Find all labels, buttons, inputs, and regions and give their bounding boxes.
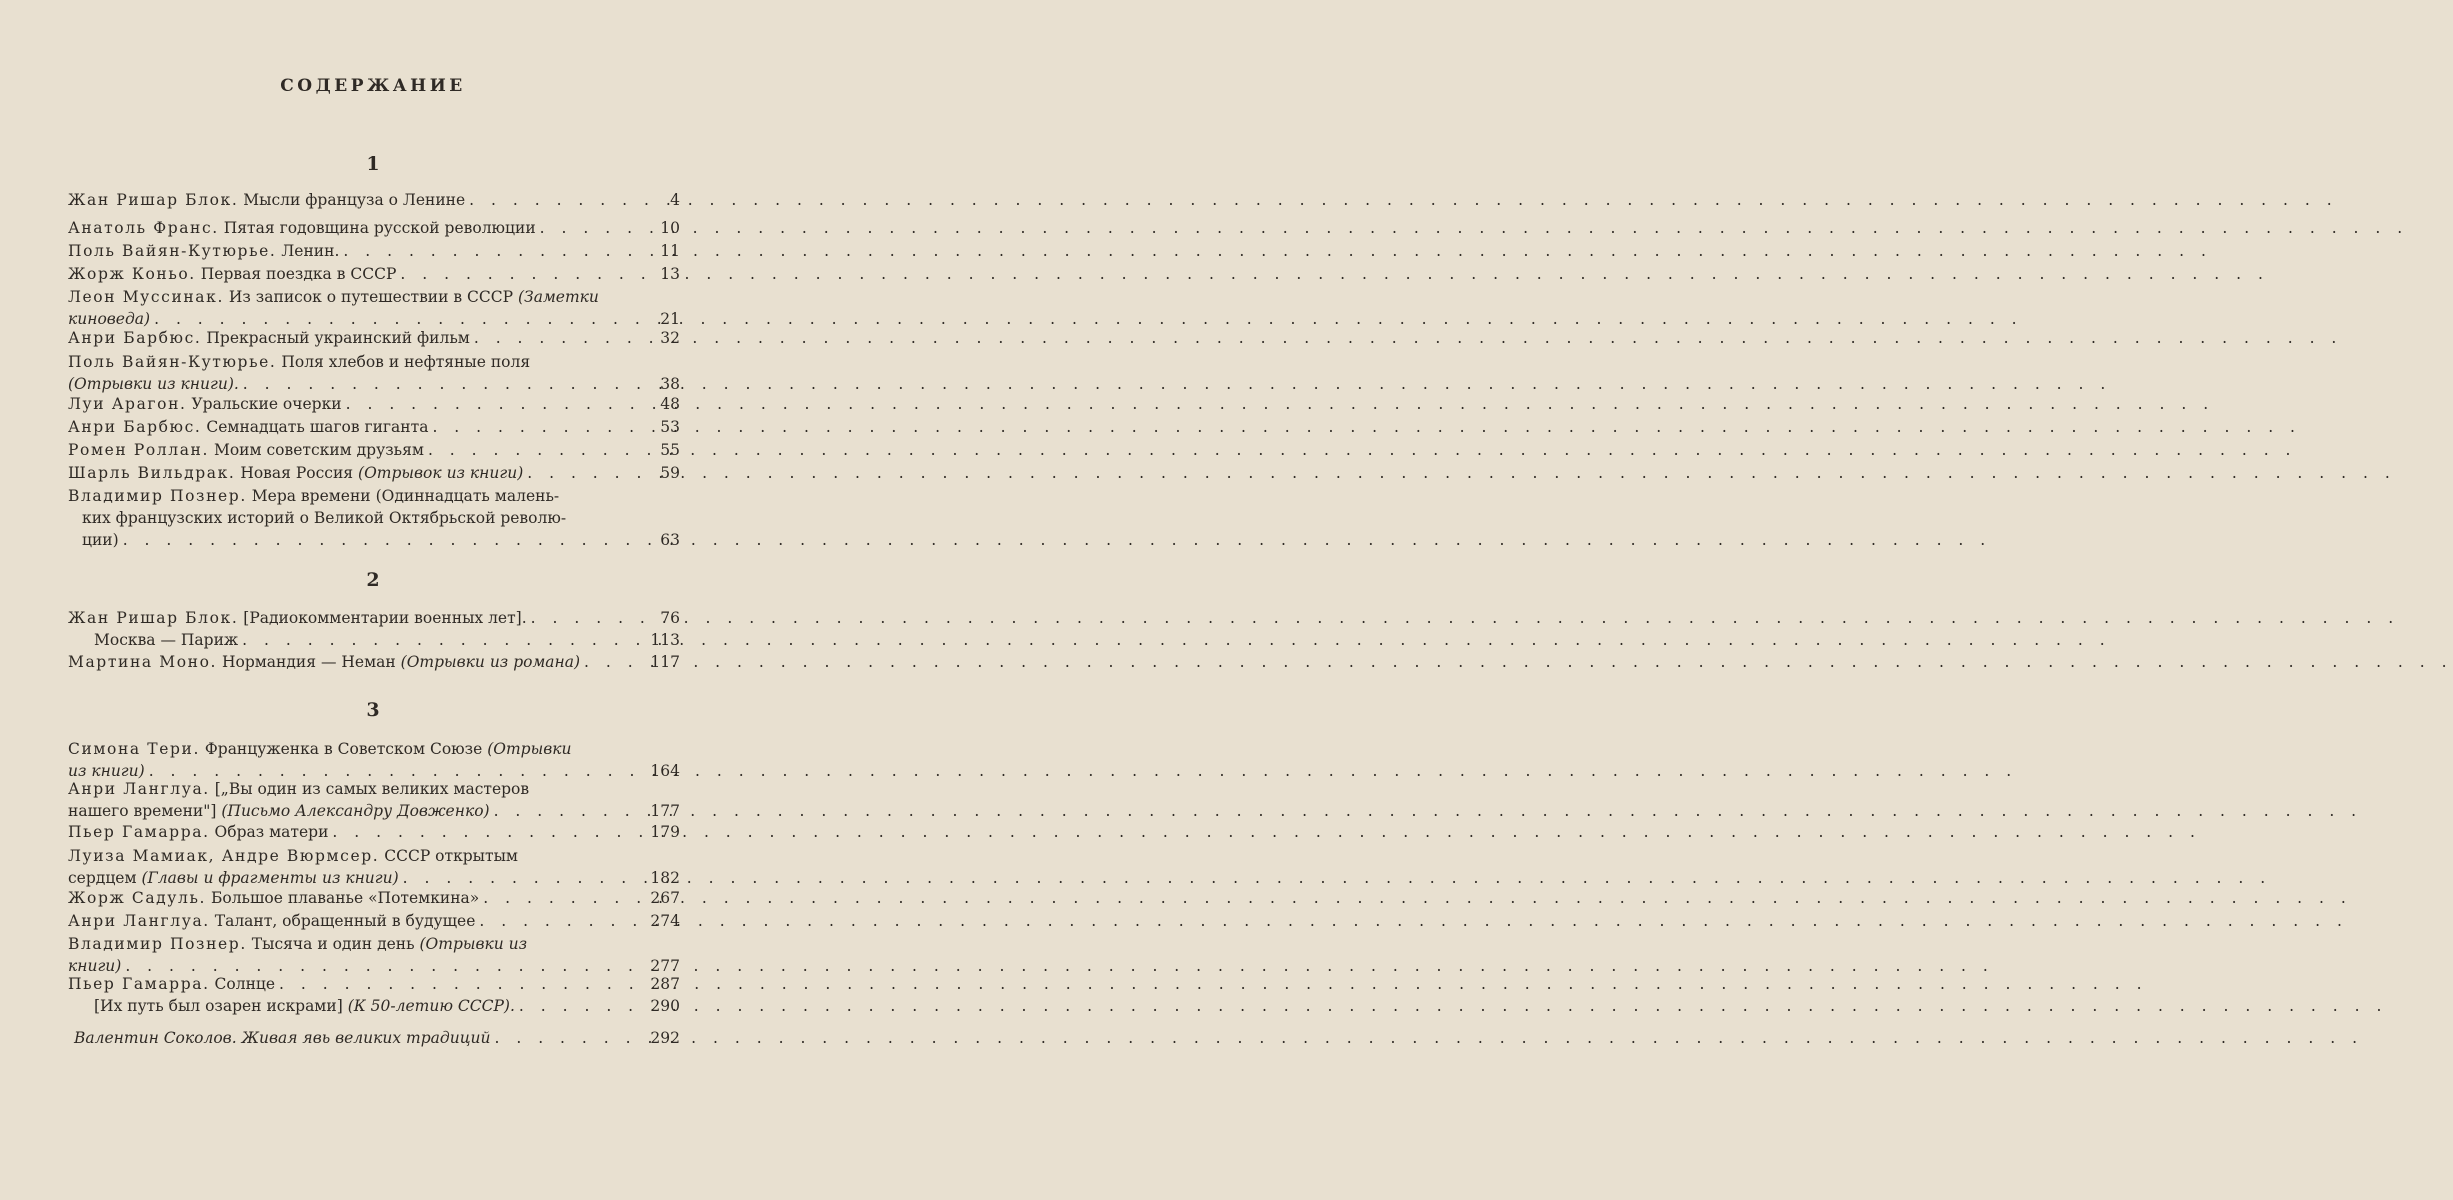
toc-entry[interactable]: Жан Ришар Блок. [Радиокомментарии военных лет]. . . . 76 (68, 607, 680, 629)
toc-entry[interactable]: Мартина Моно. Нормандия — Неман (Отрывки из романа) . . . 117 (68, 651, 680, 673)
toc-entry[interactable]: Пьер Гамарра. Образ матери . . . 179 (68, 821, 680, 843)
page-number: 292 (650, 1029, 680, 1047)
page-number: 76 (660, 609, 680, 627)
page-number: 287 (650, 975, 680, 993)
page-number: 48 (660, 395, 680, 413)
section-number: 3 (366, 699, 380, 721)
toc-entry[interactable]: Жорж Коньо. Первая поездка в СССР . . . 13 (68, 263, 680, 285)
toc-entry[interactable]: Шарль Вильдрак. Новая Россия (Отрывок из книги) . . . 59 (68, 462, 680, 484)
page-number: 4 (670, 191, 680, 209)
toc-page (0, 0, 746, 1200)
toc-entry[interactable]: Анри Барбюс. Семнадцать шагов гиганта . . . 53 (68, 416, 680, 438)
page-number: 32 (660, 329, 680, 347)
page-number: 182 (650, 869, 680, 887)
section-number: 2 (366, 569, 380, 591)
toc-entry[interactable]: Луиза Мамиак, Андре Вюрмсер. СССР открытым сердцем (Главы и фрагменты из книги) . . . 182 (68, 845, 680, 889)
toc-entry[interactable]: Поль Вайян-Кутюрье. Ленин. . . . 11 (68, 240, 680, 262)
toc-entry[interactable]: Симона Тери. Француженка в Советском Союзе (Отрывки из книги) . . . 164 (68, 738, 680, 782)
toc-entry[interactable]: Москва — Париж . . . 113 (94, 629, 680, 651)
page-number: 277 (650, 957, 680, 975)
toc-entry[interactable]: Владимир Познер. Мера времени (Одиннадцать малень- ких французских историй о Великой Октябрьской револю- ции) . . . 63 (68, 485, 680, 551)
page-title: СОДЕРЖАНИЕ (280, 76, 466, 96)
page-number: 177 (650, 802, 680, 820)
toc-entry[interactable]: Жан Ришар Блок. Мысли француза о Ленине . . . 4 (68, 189, 680, 211)
page-number: 55 (660, 441, 680, 459)
toc-entry[interactable]: Анатоль Франс. Пятая годовщина русской революции . . . 10 (68, 217, 680, 239)
page-number: 267 (650, 889, 680, 907)
toc-entry[interactable]: Анри Ланглуа. [„Вы один из самых великих мастеров нашего времени"] (Письмо Александру Довженко) . . . 177 (68, 778, 680, 822)
toc-entry[interactable]: [Их путь был озарен искрами] (К 50-летию СССР). . . . 290 (94, 995, 680, 1017)
page-number: 10 (660, 219, 680, 237)
page-number: 179 (650, 823, 680, 841)
toc-entry[interactable]: Луи Арагон. Уральские очерки . . . 48 (68, 393, 680, 415)
toc-entry[interactable]: Ромен Роллан. Моим советским друзьям . . . 55 (68, 439, 680, 461)
toc-entry[interactable]: Анри Ланглуа. Талант, обращенный в будущее . . . 274 (68, 910, 680, 932)
page-number: 164 (650, 762, 680, 780)
toc-entry[interactable]: Леон Муссинак. Из записок о путешествии в СССР (Заметки киноведа) . . . 21 (68, 286, 680, 330)
page-number: 59 (660, 464, 680, 482)
page-number: 21 (660, 310, 680, 328)
section-number: 1 (366, 153, 380, 175)
toc-entry[interactable]: Валентин Соколов. Живая явь великих традиций . . . 292 (74, 1027, 680, 1049)
page-number: 53 (660, 418, 680, 436)
toc-entry[interactable]: Пьер Гамарра. Солнце . . . 287 (68, 973, 680, 995)
page-number: 290 (650, 997, 680, 1015)
page-number: 11 (660, 242, 680, 260)
toc-entry[interactable]: Поль Вайян-Кутюрье. Поля хлебов и нефтяные поля (Отрывки из книги). . . . 38 (68, 351, 680, 395)
page-number: 13 (660, 265, 680, 283)
page-number: 113 (650, 631, 680, 649)
page-number: 117 (650, 653, 680, 671)
page-number: 274 (650, 912, 680, 930)
toc-entry[interactable]: Жорж Садуль. Большое плаванье «Потемкина» . . . 267 (68, 887, 680, 909)
toc-entry[interactable]: Владимир Познер. Тысяча и один день (Отрывки из книги) . . . 277 (68, 933, 680, 977)
toc-entry[interactable]: Анри Барбюс. Прекрасный украинский фильм . . . 32 (68, 327, 680, 349)
page-number: 63 (660, 531, 680, 549)
page-number: 38 (660, 375, 680, 393)
